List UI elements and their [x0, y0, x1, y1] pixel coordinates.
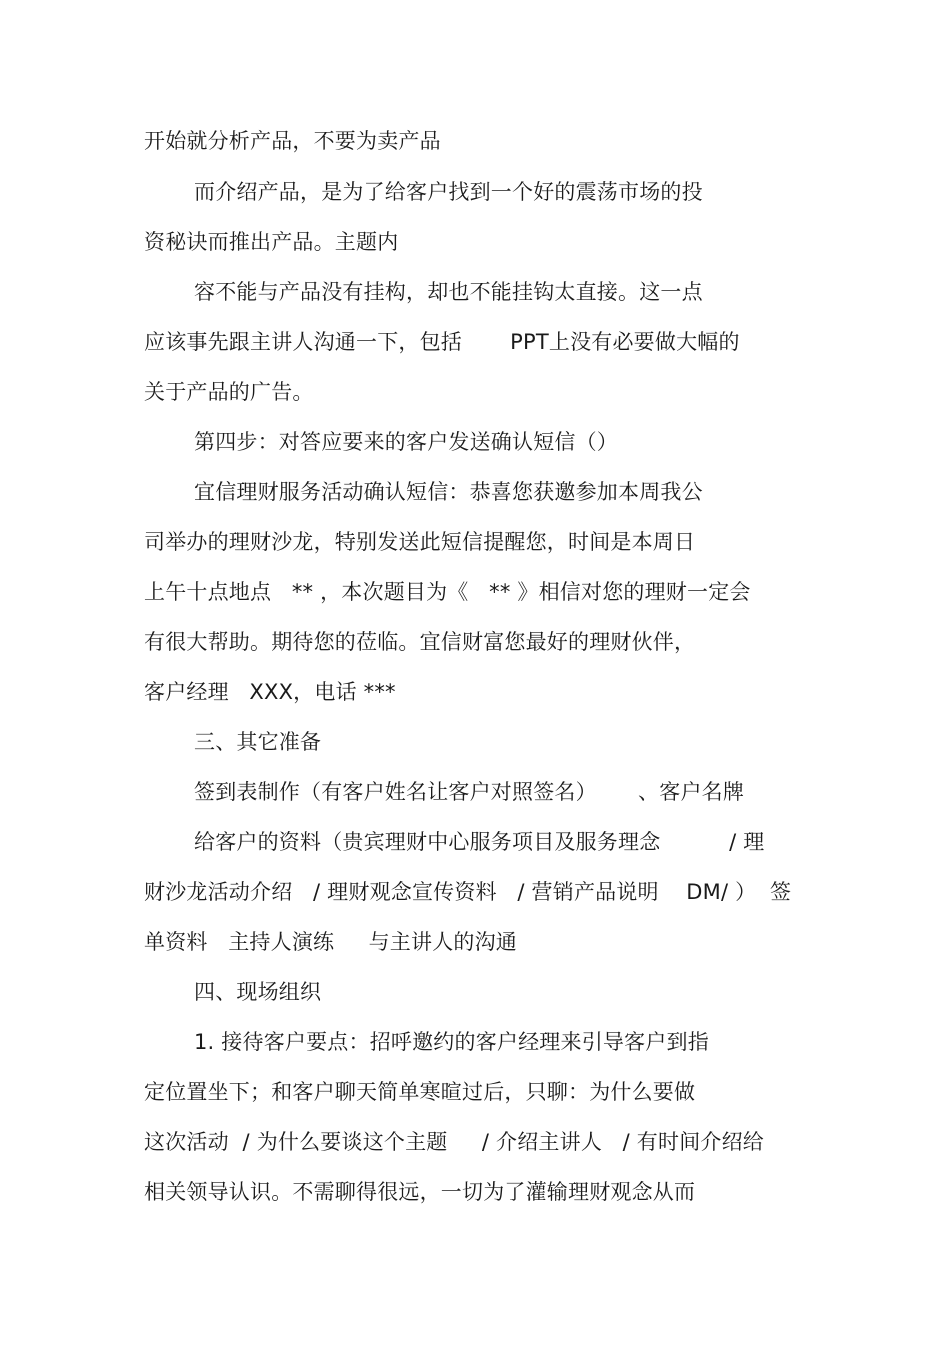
text-line: 签到表制作（有客户姓名让客户对照签名） 、客户名牌 [194, 780, 745, 804]
section-heading: 三、其它准备 [194, 730, 322, 754]
section-heading: 第四步：对答应要来的客户发送确认短信（） [194, 430, 618, 454]
text-line: 关于产品的广告。 [144, 380, 314, 404]
text-line: 司举办的理财沙龙，特别发送此短信提醒您，时间是本周日 [144, 530, 696, 554]
text-line: 财沙龙活动介绍 / 理财观念宣传资料 / 营销产品说明 DM/ ） 签 [144, 880, 792, 904]
text-line: 资秘诀而推出产品。主题内 [144, 230, 399, 254]
text-line: 而介绍产品，是为了给客户找到一个好的震荡市场的投 [194, 180, 703, 204]
text-line: 开始就分析产品，不要为卖产品 [144, 129, 441, 153]
text-line: 单资料 主持人演练 与主讲人的沟通 [144, 930, 518, 954]
section-heading: 四、现场组织 [194, 980, 322, 1004]
text-line: 给客户的资料（贵宾理财中心服务项目及服务理念 / 理 [194, 830, 765, 854]
text-line: 宜信理财服务活动确认短信：恭喜您获邀参加本周我公 [194, 480, 703, 504]
text-line: 有很大帮助。期待您的莅临。宜信财富您最好的理财伙伴， [144, 630, 696, 654]
text-line: 客户经理 XXX，电话 *** [144, 680, 396, 704]
text-line: 这次活动 / 为什么要谈这个主题 / 介绍主讲人 / 有时间介绍给 [144, 1130, 765, 1154]
text-line: 容不能与产品没有挂构，却也不能挂钩太直接。这一点 [194, 280, 703, 304]
text-line: 定位置坐下；和客户聊天简单寒暄过后，只聊：为什么要做 [144, 1080, 696, 1104]
text-line: 相关领导认识。不需聊得很远，一切为了灌输理财观念从而 [144, 1180, 696, 1204]
text-line: 上午十点地点 ** ，本次题目为《 ** 》相信对您的理财一定会 [144, 580, 751, 604]
text-line: 1. 接待客户要点：招呼邀约的客户经理来引导客户到指 [194, 1030, 709, 1054]
text-line: 应该事先跟主讲人沟通一下，包括 PPT上没有必要做大幅的 [144, 330, 740, 354]
